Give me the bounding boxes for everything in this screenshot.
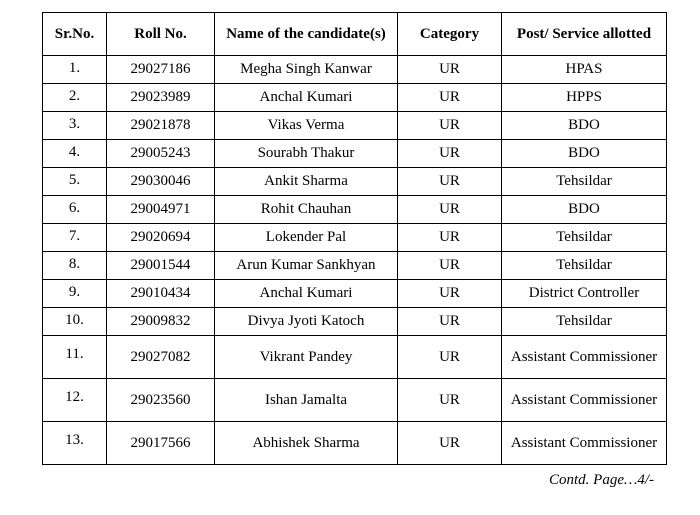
roll-no-cell: 29023989 xyxy=(107,84,215,112)
table-row xyxy=(43,224,667,252)
continued-page-note: Contd. Page…4/- xyxy=(549,472,654,488)
table-row xyxy=(43,56,667,84)
post-service-cell: BDO xyxy=(502,196,667,224)
table-row xyxy=(43,140,667,168)
roll-no-cell: 29027082 xyxy=(107,336,215,379)
candidate-name-cell: Vikas Verma xyxy=(215,112,398,140)
table-row xyxy=(43,422,667,465)
roll-no-cell: 29027186 xyxy=(107,56,215,84)
table-row xyxy=(43,196,667,224)
sr-no-cell: 10. xyxy=(43,308,107,336)
candidate-name-cell: Divya Jyoti Katoch xyxy=(215,308,398,336)
category-cell: UR xyxy=(398,112,502,140)
post-service-cell: Tehsildar xyxy=(502,252,667,280)
candidate-name-cell: Lokender Pal xyxy=(215,224,398,252)
post-service-cell: District Controller xyxy=(502,280,667,308)
roll-no-cell: 29010434 xyxy=(107,280,215,308)
table-row xyxy=(43,280,667,308)
post-service-cell: HPPS xyxy=(502,84,667,112)
roll-no-cell: 29004971 xyxy=(107,196,215,224)
table-row xyxy=(43,112,667,140)
sr-no-cell: 11. xyxy=(43,336,107,379)
roll-no-cell: 29030046 xyxy=(107,168,215,196)
sr-no-cell: 8. xyxy=(43,252,107,280)
category-cell: UR xyxy=(398,168,502,196)
candidate-name-cell: Rohit Chauhan xyxy=(215,196,398,224)
post-service-cell: Assistant Commissioner xyxy=(502,422,667,465)
candidate-name-cell: Anchal Kumari xyxy=(215,84,398,112)
category-cell: UR xyxy=(398,224,502,252)
candidate-name-cell: Anchal Kumari xyxy=(215,280,398,308)
post-service-cell: HPAS xyxy=(502,56,667,84)
roll-no-cell: 29021878 xyxy=(107,112,215,140)
category-cell: UR xyxy=(398,84,502,112)
header-post-service: Post/ Service allotted xyxy=(502,13,667,56)
sr-no-cell: 3. xyxy=(43,112,107,140)
sr-no-cell: 13. xyxy=(43,422,107,465)
candidate-name-cell: Arun Kumar Sankhyan xyxy=(215,252,398,280)
roll-no-cell: 29009832 xyxy=(107,308,215,336)
category-cell: UR xyxy=(398,196,502,224)
candidate-name-cell: Sourabh Thakur xyxy=(215,140,398,168)
table-row xyxy=(43,168,667,196)
category-cell: UR xyxy=(398,280,502,308)
table-row xyxy=(43,379,667,422)
post-service-cell: BDO xyxy=(502,140,667,168)
table-row xyxy=(43,252,667,280)
roll-no-cell: 29017566 xyxy=(107,422,215,465)
table-header-row xyxy=(43,13,667,56)
sr-no-cell: 7. xyxy=(43,224,107,252)
category-cell: UR xyxy=(398,252,502,280)
header-sr-no: Sr.No. xyxy=(43,13,107,56)
post-service-cell: Tehsildar xyxy=(502,308,667,336)
header-category: Category xyxy=(398,13,502,56)
sr-no-cell: 2. xyxy=(43,84,107,112)
sr-no-cell: 9. xyxy=(43,280,107,308)
table-row xyxy=(43,336,667,379)
table-row xyxy=(43,308,667,336)
post-service-cell: Tehsildar xyxy=(502,224,667,252)
category-cell: UR xyxy=(398,308,502,336)
category-cell: UR xyxy=(398,379,502,422)
sr-no-cell: 1. xyxy=(43,56,107,84)
category-cell: UR xyxy=(398,336,502,379)
candidate-name-cell: Ankit Sharma xyxy=(215,168,398,196)
sr-no-cell: 5. xyxy=(43,168,107,196)
candidate-name-cell: Megha Singh Kanwar xyxy=(215,56,398,84)
category-cell: UR xyxy=(398,56,502,84)
roll-no-cell: 29023560 xyxy=(107,379,215,422)
candidate-name-cell: Ishan Jamalta xyxy=(215,379,398,422)
table-row xyxy=(43,84,667,112)
sr-no-cell: 12. xyxy=(43,379,107,422)
post-service-cell: Assistant Commissioner xyxy=(502,336,667,379)
post-service-cell: Assistant Commissioner xyxy=(502,379,667,422)
candidate-name-cell: Abhishek Sharma xyxy=(215,422,398,465)
roll-no-cell: 29020694 xyxy=(107,224,215,252)
sr-no-cell: 4. xyxy=(43,140,107,168)
results-table xyxy=(42,12,667,465)
category-cell: UR xyxy=(398,422,502,465)
candidate-name-cell: Vikrant Pandey xyxy=(215,336,398,379)
roll-no-cell: 29001544 xyxy=(107,252,215,280)
header-candidate-name: Name of the candidate(s) xyxy=(215,13,398,56)
post-service-cell: Tehsildar xyxy=(502,168,667,196)
table-body xyxy=(43,56,667,465)
post-service-cell: BDO xyxy=(502,112,667,140)
sr-no-cell: 6. xyxy=(43,196,107,224)
header-roll-no: Roll No. xyxy=(107,13,215,56)
category-cell: UR xyxy=(398,140,502,168)
roll-no-cell: 29005243 xyxy=(107,140,215,168)
